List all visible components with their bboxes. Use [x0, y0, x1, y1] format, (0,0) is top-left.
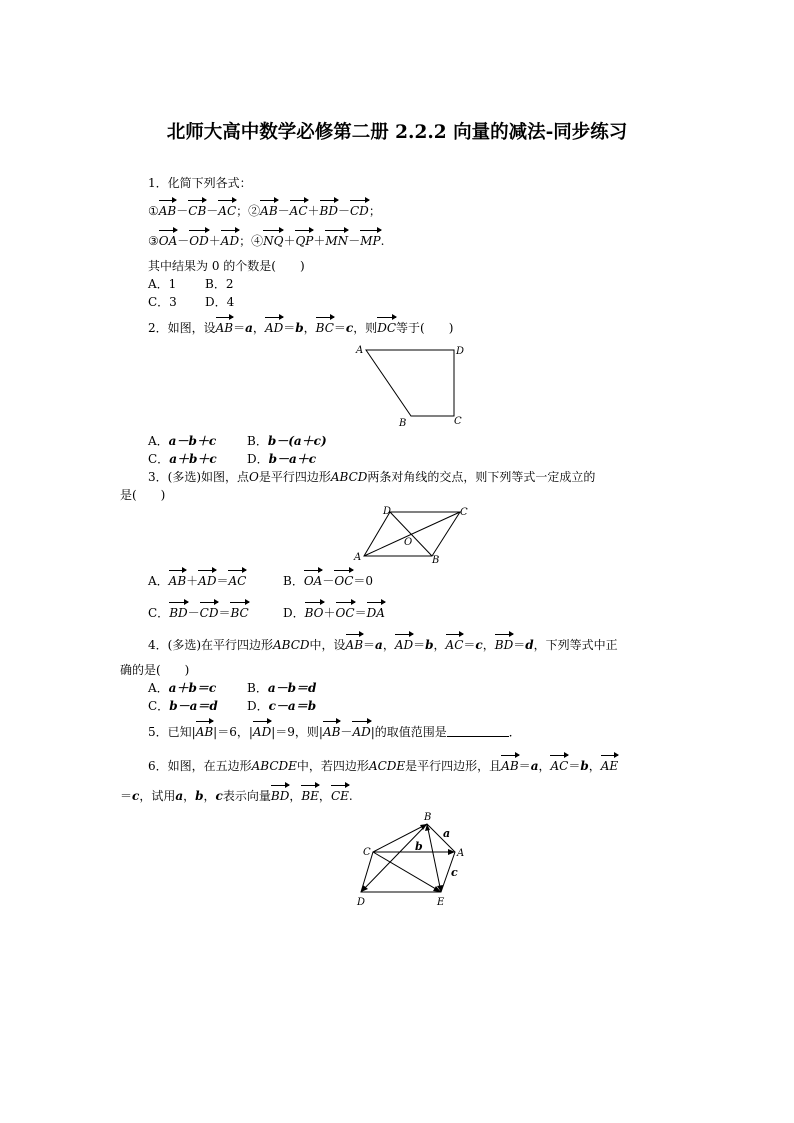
- q2-option-a: A．a－b＋c: [148, 434, 217, 448]
- q2-option-b: B．b－(a＋c): [247, 434, 327, 448]
- q1-expr-line2: ③OA－OD＋AD；④NQ＋QP＋MN－MP.: [148, 234, 385, 248]
- q6-pentagon-figure: [355, 810, 475, 910]
- q3-option-c: C．BD－CD＝BC: [148, 606, 249, 620]
- q3-label-o: O: [404, 537, 413, 548]
- q6-label-b: B: [424, 812, 432, 823]
- q1-ask: 其中结果为 0 的个数是( ): [148, 259, 305, 273]
- q3-parallelogram-figure: [352, 504, 477, 566]
- q4-option-a: A．a＋b＝c: [148, 681, 217, 695]
- q4-option-d: D．c－a＝b: [247, 699, 317, 713]
- q3-label-c: C: [460, 507, 468, 518]
- q4-stem-line1: 4．(多选)在平行四边形ABCD中，设AB＝a，AD＝b，AC＝c，BD＝d，下列等式中正: [148, 638, 618, 652]
- q6-label-vec-a: a: [443, 827, 451, 840]
- q2-option-d: D．b－a＋c: [247, 452, 317, 466]
- q1-option-a: A．1: [148, 277, 177, 291]
- q3-label-a: A: [354, 552, 362, 563]
- q4-option-b: B．a－b＝d: [247, 681, 317, 695]
- q2-label-a: A: [356, 345, 364, 356]
- q6-label-vec-c: c: [451, 866, 458, 879]
- q4-stem-line2: 确的是( ): [120, 663, 190, 677]
- q6-stem-line1: 6．如图，在五边形ABCDE中，若四边形ACDE是平行四边形，且AB＝a，AC＝b，AE: [148, 759, 619, 773]
- q1-expr-line1: ①AB－CB－AC；②AB－AC＋BD－CD；: [148, 204, 381, 218]
- q1-option-c: C．3: [148, 295, 177, 309]
- q6-label-d: D: [357, 897, 366, 908]
- q3-label-b: B: [432, 555, 440, 566]
- q6-label-vec-b: b: [415, 840, 423, 853]
- page-title: 北师大高中数学必修第二册 2.2.2 向量的减法-同步练习: [166, 122, 628, 143]
- q2-option-c: C．a＋b＋c: [148, 452, 217, 466]
- q4-option-c: C．b－a＝d: [148, 699, 218, 713]
- q6-label-a: A: [457, 848, 465, 859]
- q1-option-d: D．4: [205, 295, 235, 309]
- q1-option-b: B．2: [205, 277, 234, 291]
- q6-label-e: E: [437, 897, 445, 908]
- q5-answer-blank[interactable]: [447, 724, 509, 737]
- q3-label-d: D: [383, 506, 392, 517]
- q3-option-d: D．BO＋OC＝DA: [283, 606, 385, 620]
- q2-label-b: B: [399, 418, 407, 429]
- q5-stem: 5．已知|AB|＝6，|AD|＝9，则|AB－AD|的取值范围是 ．: [148, 725, 521, 739]
- q2-stem: 2．如图，设AB＝a，AD＝b，BC＝c，则DC等于( ): [148, 321, 454, 335]
- q2-label-c: C: [454, 416, 462, 427]
- q6-stem-line2: ＝c，试用a，b，c表示向量BD，BE，CE.: [120, 789, 353, 803]
- q3-stem-line2: 是( ): [120, 488, 166, 502]
- q1-stem: 1．化简下列各式：: [148, 176, 252, 190]
- q6-label-c: C: [363, 847, 371, 858]
- q2-label-d: D: [456, 346, 465, 357]
- q3-option-a: A．AB＋AD＝AC: [148, 574, 247, 588]
- q3-option-b: B．OA－OC＝0: [283, 574, 374, 588]
- q3-stem-line1: 3．(多选)如图，点O是平行四边形ABCD两条对角线的交点，则下列等式一定成立的: [148, 470, 596, 484]
- q2-trapezoid-figure: [354, 342, 469, 430]
